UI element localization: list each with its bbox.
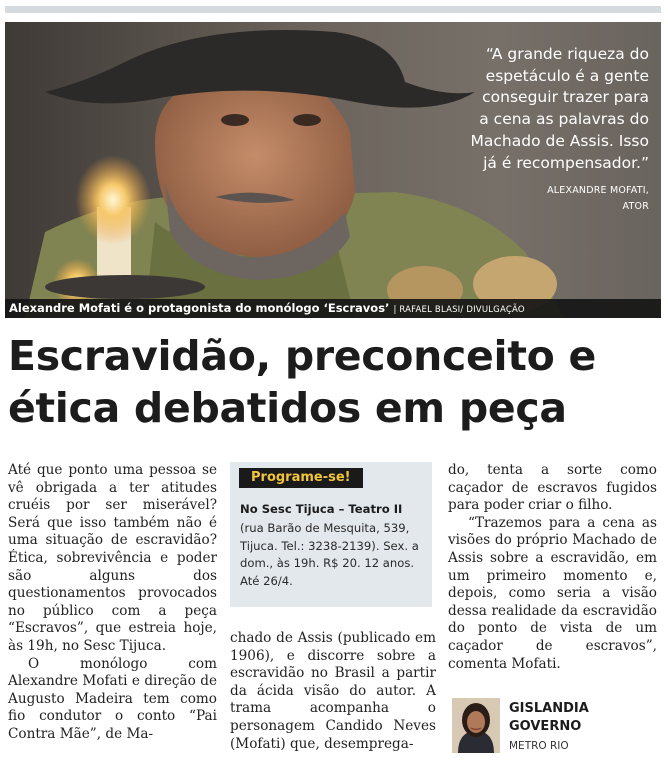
author-name [509,700,589,736]
quote-line: já é recompensador.” [483,153,649,172]
photo-caption-text: Alexandre Mofati é o protagonista do monólogo ‘Escravos’ [9,301,390,315]
quote-line: Machado de Assis. Isso [470,131,649,150]
paragraph: O monólogo com Alexandre Mofati e direção de Augusto Madeira tem como fio condutor o conto “Pai Contra Mãe”, de Ma- [8,655,217,742]
author-last-name: GOVERNO [509,719,582,734]
paragraph: Até que ponto uma pessoa se vê obrigada a ter atitudes cruéis por ser miserável? Será que isso também não é uma situação de escravidão? Ética, sobrevivência e poder são alguns dos questionamentos provocados no público com a peça “Escravos”, que estreia hoje, às 19h, no Sesc Tijuca. [8,462,217,654]
paragraph: “Trazemos para a cena as visões do próprio Machado de Assis sobre a escravidão, em um primeiro momento e, depois, como seria a visão dessa realidade da escravidão do ponto de vista de um caçador de escravos”, comenta Mofati. [448,514,657,672]
pull-quote [444,44,649,215]
quote-author-role: ATOR [622,201,649,213]
quote-attribution [444,183,649,215]
venue-details: (rua Barão de Mesquita, 539, Tijuca. Tel.: 3238-2139). Sex. a dom., às 19h. R$ 20. 12 anos. Até 26/4. [240,521,419,588]
photo-credit: | RAFAEL BLASI/ DIVULGAÇÃO [393,305,525,315]
paragraph: do, tenta a sorte como caçador de escravos fugidos para poder criar o filho. [448,462,657,514]
author-byline [452,694,662,754]
box-tag: Programe-se! [239,468,363,488]
author-org: METRO RIO [509,740,569,752]
author-avatar [452,698,500,753]
author-portrait-icon [452,698,500,753]
article-column-3 [448,462,657,673]
quote-line: a cena as palavras do [479,110,649,129]
article-column-2 [230,630,436,753]
headline-line-1: Escravidão, preconceito e [8,332,596,380]
quote-line: conseguir trazer para [482,88,649,107]
quote-line: “A grande riqueza do [485,45,649,63]
quote-author-name: ALEXANDRE MOFATI, [547,185,649,197]
headline-line-2: ética debatidos em peça [8,384,567,432]
author-first-name: GISLANDIA [509,701,589,716]
event-info-box [230,462,432,607]
article-column-1 [8,462,217,744]
venue-title: No Sesc Tijuca – Teatro II [240,502,403,516]
paragraph: chado de Assis (publicado em 1906), e discorre sobre a escravidão no Brasil a partir da ácida visão do autor. A trama acompanha o personagem Candido Neves (Mofati) que, desemprega- [230,630,436,752]
pull-quote-text [444,44,649,174]
top-rule [5,6,661,13]
quote-line: espetáculo é a gente [485,66,649,85]
photo-caption [5,299,661,318]
article-headline [8,330,663,434]
